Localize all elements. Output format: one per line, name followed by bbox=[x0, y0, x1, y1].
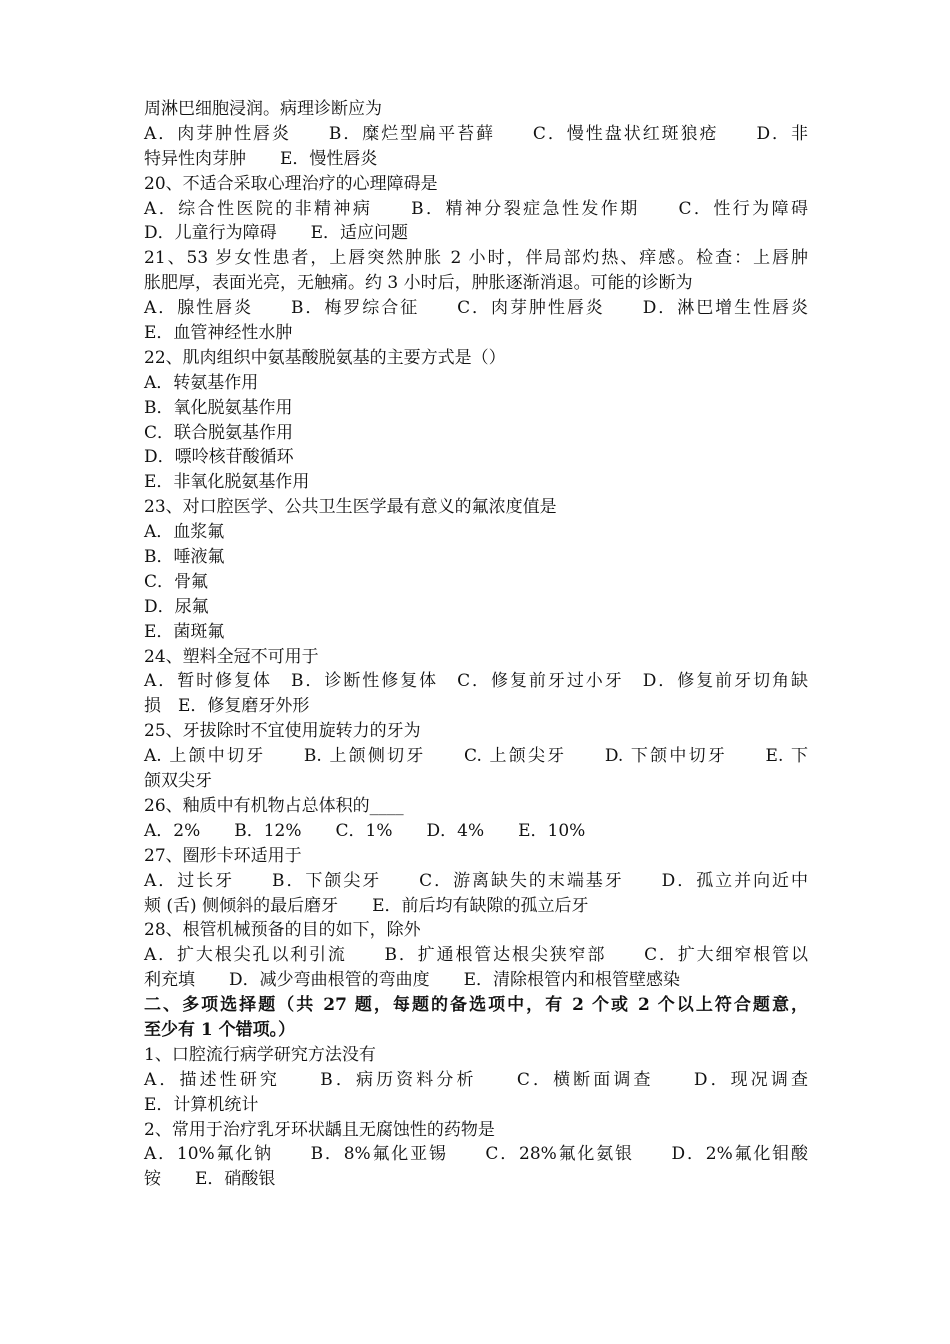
section-heading-line: 二、多项选择题（共 27 题，每题的备选项中，有 2 个或 2 个以上符合题意， bbox=[144, 995, 808, 1016]
text-line: E．血管神经性水肿 bbox=[144, 323, 293, 344]
text-line: E．非氧化脱氨基作用 bbox=[144, 472, 310, 493]
text-line: 颌双尖牙 bbox=[144, 771, 212, 792]
text-line: A．过长牙 B．下颌尖牙 C．游离缺失的末端基牙 D．孤立并向近中 bbox=[144, 870, 808, 891]
document-body bbox=[144, 97, 808, 1192]
text-line: C．联合脱氨基作用 bbox=[144, 422, 294, 443]
text-line: 23、对口腔医学、公共卫生医学最有意义的氟浓度值是 bbox=[144, 497, 557, 518]
section-heading-line: 至少有 1 个错项。） bbox=[144, 1019, 296, 1040]
text-line: 铵 E．硝酸银 bbox=[144, 1169, 276, 1190]
text-line: 27、圈形卡环适用于 bbox=[144, 845, 302, 866]
text-line: 利充填 D．减少弯曲根管的弯曲度 E．清除根管内和根管壁感染 bbox=[144, 970, 681, 991]
text-line: 22、肌肉组织中氨基酸脱氨基的主要方式是（） bbox=[144, 347, 506, 368]
text-line: A．转氨基作用 bbox=[144, 372, 259, 393]
text-line: E．计算机统计 bbox=[144, 1094, 259, 1115]
text-line: 2、常用于治疗乳牙环状龋且无腐蚀性的药物是 bbox=[144, 1119, 495, 1140]
text-line: B．唾液氟 bbox=[144, 547, 225, 568]
text-line: 26、釉质中有机物占总体积的____ bbox=[144, 795, 404, 816]
text-line: A．10%氟化钠 B．8%氟化亚锡 C．28%氟化氨银 D．2%氟化钼酸 bbox=[144, 1144, 808, 1165]
text-line: 25、牙拔除时不宜使用旋转力的牙为 bbox=[144, 721, 421, 742]
text-line: A．肉芽肿性唇炎 B．糜烂型扁平苔藓 C．慢性盘状红斑狼疮 D．非 bbox=[144, 123, 808, 144]
text-line: B．氧化脱氨基作用 bbox=[144, 397, 293, 418]
text-line: C．骨氟 bbox=[144, 571, 209, 592]
text-line: 28、根管机械预备的目的如下，除外 bbox=[144, 920, 421, 941]
text-line: 24、塑料全冠不可用于 bbox=[144, 646, 319, 667]
text-line: E．菌斑氟 bbox=[144, 621, 225, 642]
text-line: 21、53 岁女性患者，上唇突然肿胀 2 小时，伴局部灼热、痒感。检查：上唇肿 bbox=[144, 248, 808, 269]
text-line: D．儿童行为障碍 E．适应问题 bbox=[144, 223, 409, 244]
text-line: A．暂时修复体 B．诊断性修复体 C．修复前牙过小牙 D．修复前牙切角缺 bbox=[144, 671, 808, 692]
text-line: 20、不适合采取心理治疗的心理障碍是 bbox=[144, 173, 438, 194]
text-line: 损 E．修复磨牙外形 bbox=[144, 696, 310, 717]
text-line: A．描述性研究 B．病历资料分析 C．横断面调查 D．现况调查 bbox=[144, 1069, 808, 1090]
text-line: A．腺性唇炎 B．梅罗综合征 C．肉芽肿性唇炎 D．淋巴增生性唇炎 bbox=[144, 298, 808, 319]
text-line: 周淋巴细胞浸润。病理诊断应为 bbox=[144, 99, 382, 119]
text-line: D．尿氟 bbox=[144, 596, 209, 617]
text-line: A．综合性医院的非精神病 B．精神分裂症急性发作期 C．性行为障碍 bbox=[144, 198, 808, 219]
text-line: D．嘌呤核苷酸循环 bbox=[144, 447, 294, 468]
text-line: 颊 (舌) 侧倾斜的最后磨牙 E．前后均有缺隙的孤立后牙 bbox=[144, 895, 589, 916]
text-line: 胀肥厚，表面光亮，无触痛。约 3 小时后，肿胀逐渐消退。可能的诊断为 bbox=[144, 273, 693, 294]
text-line: A．扩大根尖孔以利引流 B．扩通根管达根尖狭窄部 C．扩大细窄根管以 bbox=[144, 945, 808, 966]
text-line: 1、口腔流行病学研究方法没有 bbox=[144, 1044, 376, 1065]
text-line: A. 上颌中切牙 B. 上颌侧切牙 C. 上颌尖牙 D. 下颌中切牙 E. 下 bbox=[144, 746, 808, 767]
text-line: 特异性肉芽肿 E．慢性唇炎 bbox=[144, 148, 378, 169]
text-line: A．2% B．12% C．1% D．4% E．10% bbox=[144, 820, 586, 841]
text-line: A．血浆氟 bbox=[144, 522, 225, 543]
